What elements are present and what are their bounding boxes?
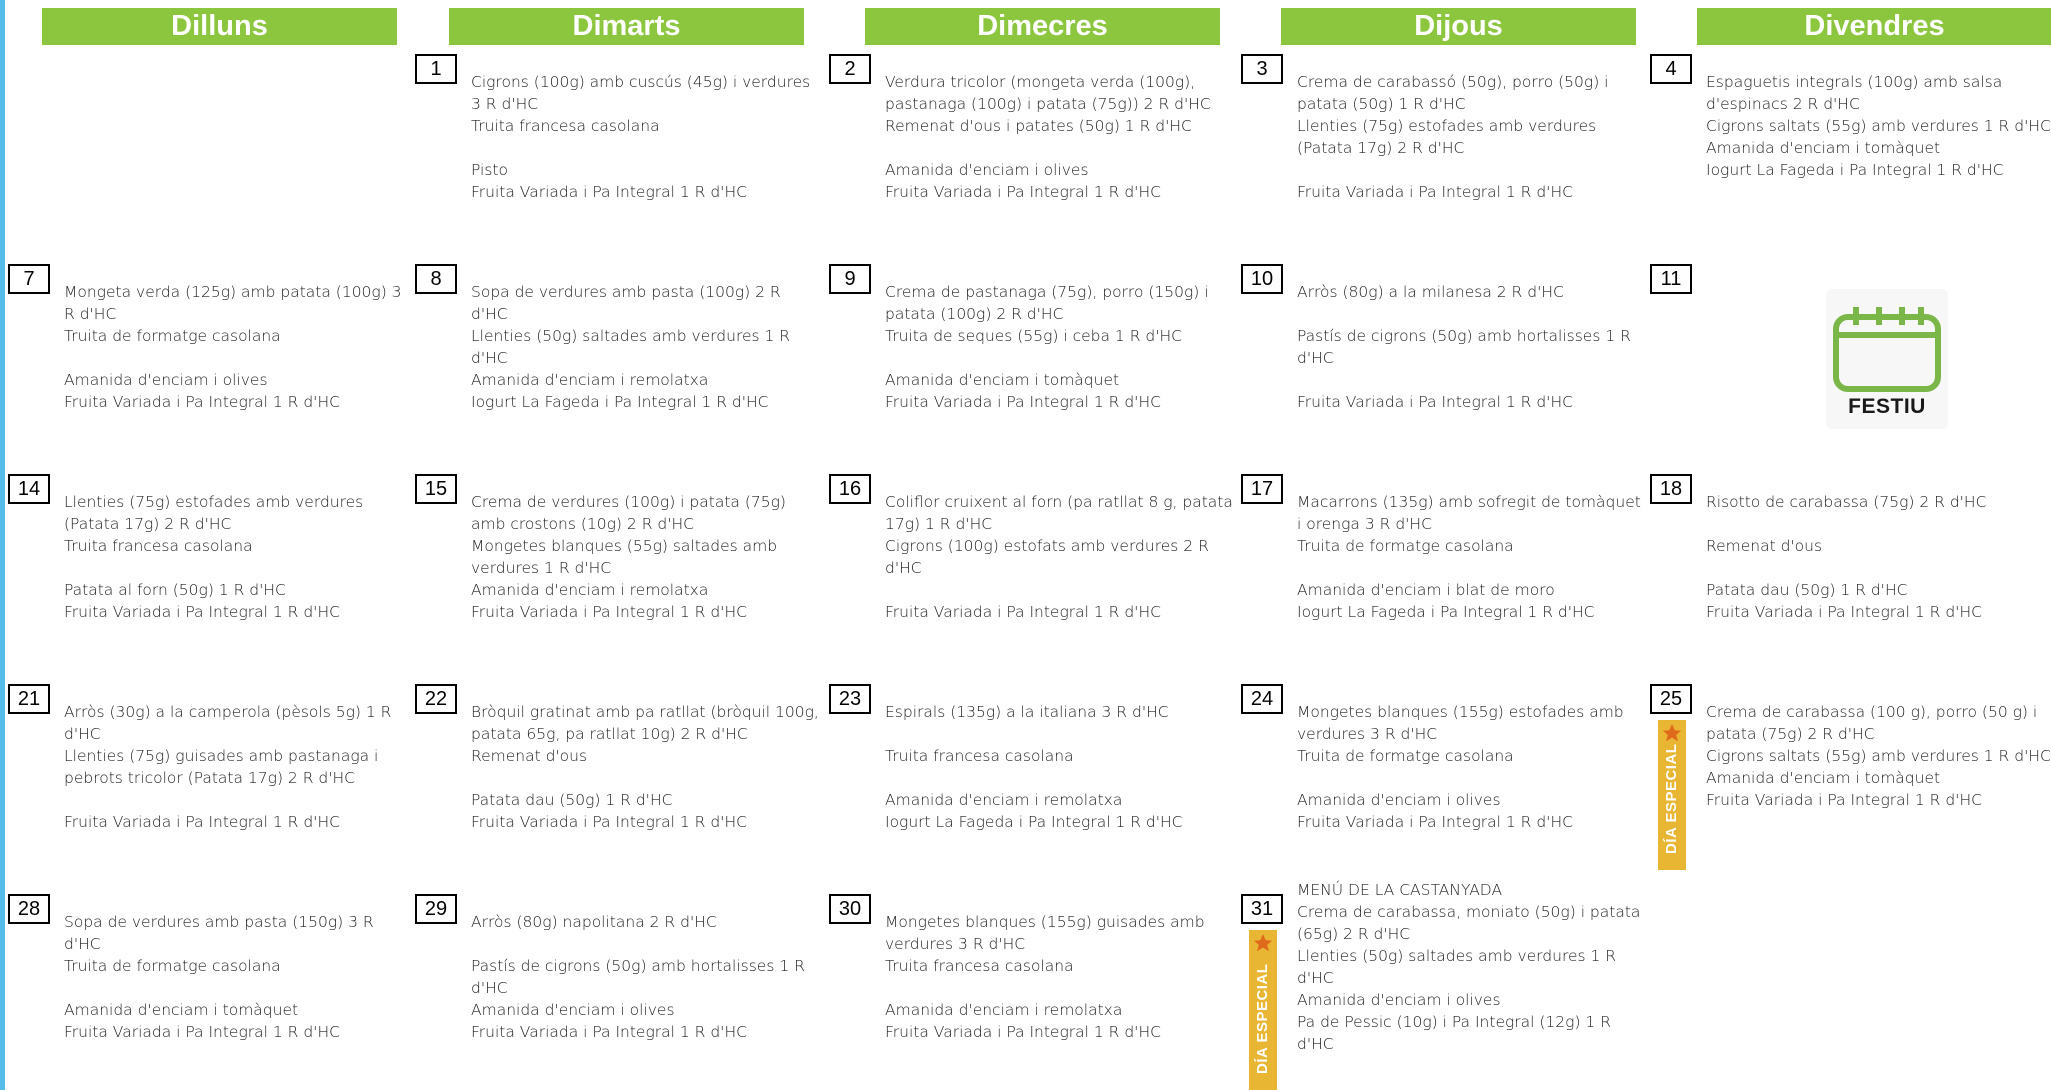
menu-line: Mongetes blanques (55g) saltades amb verdures 1 R d'HC (471, 537, 778, 577)
menu-line: Llenties (50g) saltades amb verdures 1 R d'HC (1297, 947, 1617, 987)
menu-line: Llenties (75g) estofades amb verdures (Patata 17g) 2 R d'HC (64, 493, 364, 533)
menu-line: Truita francesa casolana (471, 117, 660, 135)
menu-line (1297, 303, 1647, 325)
menu-text (471, 281, 821, 413)
menu-line: Cigrons (100g) estofats amb verdures 2 R d'HC (885, 537, 1209, 577)
menu-line: Verdura tricolor (mongeta verda (100g), pastanaga (100g) i patata (75g)) 2 R d'HC (885, 73, 1211, 113)
day-number: 18 (1650, 474, 1692, 504)
menu-line: Crema de pastanaga (75g), porro (150g) i patata (100g) 2 R d'HC (885, 283, 1209, 323)
menu-text (885, 281, 1235, 413)
menu-text (64, 281, 414, 413)
menu-line: Truita francesa casolana (64, 537, 253, 555)
menu-line: Iogurt La Fageda i Pa Integral 1 R d'HC (471, 393, 769, 411)
day-number: 4 (1650, 54, 1692, 84)
menu-line: Sopa de verdures amb pasta (150g) 3 R d'HC (64, 913, 374, 953)
menu-line: Truita de formatge casolana (64, 957, 281, 975)
menu-text (64, 701, 414, 833)
menu-text (1706, 701, 2051, 811)
menu-text (471, 701, 821, 833)
menu-line: Fruita Variada i Pa Integral 1 R d'HC (1706, 603, 1982, 621)
menu-text (1297, 879, 1647, 1055)
menu-line (885, 767, 1235, 789)
menu-line: Patata dau (50g) 1 R d'HC (1706, 581, 1908, 599)
menu-line (885, 347, 1235, 369)
menu-line: Fruita Variada i Pa Integral 1 R d'HC (1297, 183, 1573, 201)
calendar-icon (1826, 289, 1948, 397)
menu-line (885, 137, 1235, 159)
header-dimarts: Dimarts (449, 8, 804, 45)
menu-text (885, 71, 1235, 203)
menu-line: Bròquil gratinat amb pa ratllat (bròquil 100g, patata 65g, pa ratllat 10g) 2 R d'HC (471, 703, 819, 743)
header-dimecres: Dimecres (865, 8, 1220, 45)
menu-text (64, 491, 414, 623)
menu-line: Crema de carabassa, moniato (50g) i patata (65g) 2 R d'HC (1297, 903, 1641, 943)
menu-line: Remenat d'ous (471, 747, 588, 765)
day-number: 9 (829, 264, 871, 294)
menu-line: Fruita Variada i Pa Integral 1 R d'HC (471, 603, 747, 621)
menu-text (64, 911, 414, 1043)
menu-line: Truita de formatge casolana (1297, 537, 1514, 555)
day-number: 23 (829, 684, 871, 714)
menu-line: Cigrons (100g) amb cuscús (45g) i verdures 3 R d'HC (471, 73, 811, 113)
day-number: 1 (415, 54, 457, 84)
festiu-label: FESTIU (1848, 395, 1926, 418)
festiu-badge (1826, 289, 1948, 429)
menu-line: Fruita Variada i Pa Integral 1 R d'HC (885, 603, 1161, 621)
menu-line (471, 933, 821, 955)
menu-line (471, 137, 821, 159)
menu-line: Arròs (30g) a la camperola (pèsols 5g) 1 R d'HC (64, 703, 392, 743)
day-number: 3 (1241, 54, 1283, 84)
dia-especial-badge (1658, 720, 1686, 870)
menu-text (1706, 71, 2051, 181)
menu-line (885, 723, 1235, 745)
menu-line: Pa de Pessic (10g) i Pa Integral (12g) 1 R d'HC (1297, 1013, 1611, 1053)
menu-line: Fruita Variada i Pa Integral 1 R d'HC (885, 183, 1161, 201)
menu-line: Pisto (471, 161, 508, 179)
menu-line: Fruita Variada i Pa Integral 1 R d'HC (471, 1023, 747, 1041)
menu-line (64, 557, 414, 579)
menu-line: Fruita Variada i Pa Integral 1 R d'HC (471, 813, 747, 831)
menu-line: Arròs (80g) a la milanesa 2 R d'HC (1297, 283, 1564, 301)
menu-line: Espaguetis integrals (100g) amb salsa d'espinacs 2 R d'HC (1706, 73, 2003, 113)
menu-line (64, 977, 414, 999)
header-dilluns: Dilluns (42, 8, 397, 45)
menu-line: Remenat d'ous (1706, 537, 1823, 555)
menu-line: Fruita Variada i Pa Integral 1 R d'HC (64, 393, 340, 411)
day-number: 28 (8, 894, 50, 924)
day-number: 17 (1241, 474, 1283, 504)
menu-text (885, 911, 1235, 1043)
menu-line: Truita francesa casolana (885, 747, 1074, 765)
menu-text (1706, 491, 2051, 623)
dia-especial-label: DÍA ESPECIAL (1254, 963, 1271, 1075)
menu-text (471, 491, 821, 623)
menu-line: Fruita Variada i Pa Integral 1 R d'HC (885, 1023, 1161, 1041)
menu-line: Fruita Variada i Pa Integral 1 R d'HC (64, 813, 340, 831)
header-dijous: Dijous (1281, 8, 1636, 45)
menu-line (1706, 557, 2051, 579)
day-number: 2 (829, 54, 871, 84)
menu-line (885, 579, 1235, 601)
menu-line: Patata al forn (50g) 1 R d'HC (64, 581, 286, 599)
day-number: 22 (415, 684, 457, 714)
menu-line: Amanida d'enciam i olives (885, 161, 1089, 179)
menu-line (1297, 767, 1647, 789)
menu-line: Amanida d'enciam i olives (1297, 791, 1501, 809)
day-number: 21 (8, 684, 50, 714)
menu-line: Llenties (75g) guisades amb pastanaga i pebrots tricolor (Patata 17g) 2 R d'HC (64, 747, 379, 787)
menu-line: Cigrons saltats (55g) amb verdures 1 R d'HC (1706, 117, 2051, 135)
menu-line: Amanida d'enciam i olives (64, 371, 268, 389)
menu-line: Amanida d'enciam i tomàquet (64, 1001, 299, 1019)
day-number: 7 (8, 264, 50, 294)
menu-line: Pastís de cigrons (50g) amb hortalisses 1 R d'HC (1297, 327, 1631, 367)
menu-line: Llenties (50g) saltades amb verdures 1 R d'HC (471, 327, 791, 367)
menu-line: Fruita Variada i Pa Integral 1 R d'HC (1706, 791, 1982, 809)
menu-line: Macarrons (135g) amb sofregit de tomàquet i orenga 3 R d'HC (1297, 493, 1641, 533)
menu-line (1706, 513, 2051, 535)
day-number: 29 (415, 894, 457, 924)
menu-line: Crema de carabassa (100 g), porro (50 g) i patata (75g) 2 R d'HC (1706, 703, 2038, 743)
menu-line: Fruita Variada i Pa Integral 1 R d'HC (1297, 813, 1573, 831)
day-number: 14 (8, 474, 50, 504)
menu-line: Crema de carabassó (50g), porro (50g) i patata (50g) 1 R d'HC (1297, 73, 1609, 113)
menu-text (885, 701, 1235, 833)
day-number: 30 (829, 894, 871, 924)
menu-line: Sopa de verdures amb pasta (100g) 2 R d'HC (471, 283, 781, 323)
menu-line: Fruita Variada i Pa Integral 1 R d'HC (471, 183, 747, 201)
menu-line: Fruita Variada i Pa Integral 1 R d'HC (64, 1023, 340, 1041)
menu-text (1297, 701, 1647, 833)
menu-line: Patata dau (50g) 1 R d'HC (471, 791, 673, 809)
menu-line: Crema de verdures (100g) i patata (75g) amb crostons (10g) 2 R d'HC (471, 493, 786, 533)
menu-text (471, 911, 821, 1043)
menu-line: Llenties (75g) estofades amb verdures (Patata 17g) 2 R d'HC (1297, 117, 1597, 157)
day-number: 8 (415, 264, 457, 294)
menu-line: Fruita Variada i Pa Integral 1 R d'HC (1297, 393, 1573, 411)
menu-line: Arròs (80g) napolitana 2 R d'HC (471, 913, 717, 931)
menu-line: Coliflor cruixent al forn (pa ratllat 8 g, patata 17g) 1 R d'HC (885, 493, 1233, 533)
menu-line: Amanida d'enciam i tomàquet (1706, 139, 1941, 157)
menu-line: Iogurt La Fageda i Pa Integral 1 R d'HC (1297, 603, 1595, 621)
menu-line: Cigrons saltats (55g) amb verdures 1 R d'HC (1706, 747, 2051, 765)
menu-line: Amanida d'enciam i olives (1297, 991, 1501, 1009)
menu-line: Amanida d'enciam i blat de moro (1297, 581, 1555, 599)
day-number: 31 (1241, 894, 1283, 924)
menu-line: Amanida d'enciam i tomàquet (1706, 769, 1941, 787)
menu-text (1297, 71, 1647, 203)
menu-line (1297, 557, 1647, 579)
menu-line: Pastís de cigrons (50g) amb hortalisses 1 R d'HC (471, 957, 805, 997)
menu-line: Amanida d'enciam i remolatxa (885, 1001, 1123, 1019)
day-number: 10 (1241, 264, 1283, 294)
menu-line (64, 789, 414, 811)
menu-line: Espirals (135g) a la italiana 3 R d'HC (885, 703, 1169, 721)
menu-line (1297, 159, 1647, 181)
dia-especial-badge (1249, 930, 1277, 1090)
menu-text (885, 491, 1235, 623)
menu-line: MENÚ DE LA CASTANYADA (1297, 881, 1503, 899)
menu-line: Amanida d'enciam i remolatxa (471, 581, 709, 599)
menu-line: Amanida d'enciam i olives (471, 1001, 675, 1019)
menu-line: Remenat d'ous i patates (50g) 1 R d'HC (885, 117, 1192, 135)
menu-line: Truita de seques (55g) i ceba 1 R d'HC (885, 327, 1182, 345)
menu-line (1297, 369, 1647, 391)
dia-especial-label: DÍA ESPECIAL (1663, 743, 1680, 855)
day-number: 24 (1241, 684, 1283, 714)
menu-line (471, 767, 821, 789)
menu-line: Amanida d'enciam i remolatxa (885, 791, 1123, 809)
menu-line: Iogurt La Fageda i Pa Integral 1 R d'HC (1706, 161, 2004, 179)
menu-text (1297, 491, 1647, 623)
menu-line: Mongetes blanques (155g) guisades amb verdures 3 R d'HC (885, 913, 1205, 953)
header-divendres: Divendres (1697, 8, 2051, 45)
menu-line: Risotto de carabassa (75g) 2 R d'HC (1706, 493, 1987, 511)
menu-line (64, 347, 414, 369)
day-number: 11 (1650, 264, 1692, 294)
menu-text (1297, 281, 1647, 413)
day-number: 25 (1650, 684, 1692, 714)
menu-line: Truita de formatge casolana (64, 327, 281, 345)
menu-line: Fruita Variada i Pa Integral 1 R d'HC (64, 603, 340, 621)
menu-line: Iogurt La Fageda i Pa Integral 1 R d'HC (885, 813, 1183, 831)
star-icon (1252, 932, 1274, 954)
day-number: 15 (415, 474, 457, 504)
menu-line: Mongeta verda (125g) amb patata (100g) 3 R d'HC (64, 283, 402, 323)
menu-line: Fruita Variada i Pa Integral 1 R d'HC (885, 393, 1161, 411)
menu-line: Truita de formatge casolana (1297, 747, 1514, 765)
menu-line: Amanida d'enciam i tomàquet (885, 371, 1120, 389)
day-number: 16 (829, 474, 871, 504)
menu-line (885, 977, 1235, 999)
menu-line: Truita francesa casolana (885, 957, 1074, 975)
menu-line: Mongetes blanques (155g) estofades amb verdures 3 R d'HC (1297, 703, 1624, 743)
left-accent-bar (0, 0, 5, 1090)
menu-text (471, 71, 821, 203)
menu-line: Amanida d'enciam i remolatxa (471, 371, 709, 389)
